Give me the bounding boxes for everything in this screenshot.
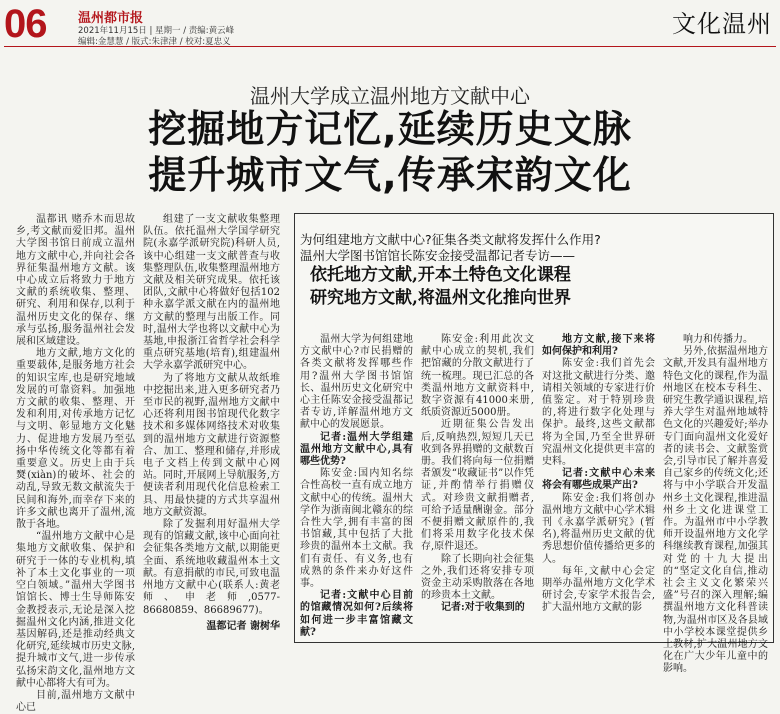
interview-column-3 [542, 334, 655, 615]
interview-guest-line: 温州大学图书馆馆长陈安金接受温都记者专访—— [300, 248, 576, 263]
article-column-2 [143, 214, 280, 633]
interview-question: 记者:温州大学组建温州地方文献中心,具有哪些优势? [300, 431, 413, 468]
paragraph: 响力和传播力。 [683, 334, 753, 345]
interview-deck-2: 研究地方文献,将温州文化推向世界 [310, 288, 571, 308]
interview-header [300, 232, 760, 310]
paragraph: 为了将地方文献从故纸堆中挖掘出来,进入更多研究者乃至市民的视野,温州地方文献中心还将利用图书馆现代化数字技术和多媒体网络技术对收集到的温州地方文献进行资源整合、加工、整理和储存,并形成电子文档上传到文献中心网站。同时,开展网上导航服务,方便读者利用现代化信息检索工具、用最快捷的方式共享温州地方文献资源。 [143, 372, 280, 518]
paragraph: 陈安金:利用此次文献中心成立的契机,我们把馆藏的分散文献进行了统一梳理。现已汇总的各类温州地方文献资料中,数字资源有41000来册,纸质资源近5000册。 [421, 334, 534, 419]
article-headline [0, 106, 780, 198]
paragraph: 温都讯 赌乔木而思故乡,考文献而爱旧邦。温州大学图书馆日前成立温州地方文献中心,并向社会各界征集温州地方文献。该中心成立后将致力于地方文献的系统收集、整理、研究、利用和保存,以利于温州历史文化的保存、继承与弘扬,服务温州社会发展和区域建设。 [16, 214, 135, 348]
interview-column-1 [300, 334, 413, 639]
paragraph: 组建了一支文献收集整理队伍。依托温州大学国学研究院(永嘉学派研究院)科研人员,该中心组建一支文献普查与收集整理队伍,收集整理温州地方文献及相关研究成果。依托该团队,文献中心将做好包括102种永嘉学派文献在内的温州地方文献的整理与出版工作。同时,温州大学也将以文献中心为基地,申报浙江省哲学社会科学重点研究基地(培育),组建温州大学永嘉学派研究中心。 [143, 214, 280, 372]
interview-question: 记者:文献中心目前的馆藏情况如何?后续将如何进一步丰富馆藏文献? [300, 590, 413, 638]
paragraph: 除了发掘利用好温州大学现有的馆藏文献,该中心面向社会征集各类地方文献,以期能更全面、系统地收藏温州本土文献。有意捐献的市民,可致电温州地方文献中心(联系人:黄老师、申老师,0577-86680859、86689677)。 [143, 519, 280, 616]
page-header [0, 0, 780, 46]
byline: 温都记者 谢树华 [206, 620, 280, 632]
article-kicker: 温州大学成立温州地方文献中心 [250, 84, 530, 108]
paragraph: 陈安金:我们首先会对这批文献进行分类、邀请相关领域的专家进行价值鉴定。对于特别珍贵的,将进行数字化处理与保护。最终,这些文献都将为全国,乃至全世界研究温州文化提供更丰富的史料。 [542, 358, 655, 468]
interview-question-line: 为何组建地方文献中心?征集各类文献将发挥什么作用? [300, 232, 601, 247]
date-editor-line: 2021年11月15日 | 星期一 / 责编:黄云峰 [78, 26, 235, 36]
interview-question: 记者:文献中心未来将会有哪些成果产出? [542, 468, 655, 492]
article-column-1 [16, 214, 135, 714]
paragraph: “温州地方文献中心是集地方文献收集、保护和研究于一体的专业机构,填补了本土文化事业的一项空白领域。”温州大学图书馆馆长、博士生导师陈安金教授表示,无论是深入挖掘温州文化内涵,推进文化基因解码,还是推动经典文化研究,延续城市历史文脉,提升城市文气,进一步传承弘扬宋韵文化,温州地方文献中心都将大有可为。 [16, 531, 135, 689]
paragraph: 陈安金:国内知名综合性高校一直有成立地方文献中心的传统。温州大学作为浙南闽北赣东的综合性大学,拥有丰富的图书馆藏,其中包括了大批珍贵的温州本土文献。我们有责任、有义务,也有成熟的条件来办好这件事。 [300, 468, 413, 590]
header-rule [4, 46, 776, 47]
interview-column-4 [663, 334, 768, 676]
headline-line-1: 挖掘地方记忆,延续历史文脉 [148, 107, 632, 151]
newspaper-name: 温州都市报 [78, 11, 144, 26]
page-number: 06 [4, 2, 47, 46]
paragraph: 陈安金:我们将创办温州地方文献中心学术辑刊《永嘉学派研究》(暂名),将温州历史文献的优秀思想价值传播给更多的人。 [542, 492, 655, 565]
headline-line-2: 提升城市文气,传承宋韵文化 [148, 153, 632, 197]
interview-question: 记者:对于收集到的 [441, 602, 525, 614]
paragraph: 每年,文献中心会定期举办温州地方文化学术研讨会,专家学术报告会,扩大温州地方文献的影 [542, 565, 655, 614]
interview-deck-1: 依托地方文献,开本土特色文化课程 [310, 265, 571, 285]
paragraph: 地方文献,地方文化的重要载体,是服务地方社会的知识宝库,也是研究地域发展的可靠资料。加强地方文献的收集、整理、开发和利用,对传承地方记忆与文明、彰显地方文化魅力、促进地方发展乃至弘扬中华传统文化等都有着重要意义。历史上由于兵燹(xiàn)的破坏、社会的动乱,导致无数文献流失于民间和海外,而幸存下来的许多文献也离开了温州,流散于各地。 [16, 348, 135, 531]
paragraph: 另外,依据温州地方文献,开发具有温州地方特色文化的课程,作为温州地区在校本专科生、研究生教学通识课程,培养大学生对温州地域特色文化的兴趣爱好;举办专门面向温州文化爱好者的读书会、文献鉴赏会,引导市民了解并喜爱自己家乡的传统文化;还将与中小学联合开发温州乡土文化课程,推进温州乡土文化进课堂工作。为温州市中小学教师开设温州地方文化学科继续教育课程,加强其对党的十九大提出的“坚定文化自信,推动社会主义文化繁荣兴盛”号召的深入理解;编撰温州地方文化科普读物,为温州市区及各县域中小学校本课堂提供乡土教材,扩大温州地方文化在广大少年儿童中的影响。 [663, 346, 768, 675]
staff-line: 编辑:金慧慧 / 版式:朱津津 / 校对:夏忠义 [78, 37, 231, 47]
paragraph: 温州大学为何组建地方文献中心?市民捐赠的各类文献将发挥哪些作用?温州大学图书馆馆长、温州历史文化研究中心主任陈安金接受温都记者专访,详解温州地方文献中心的发展愿景。 [300, 334, 413, 431]
interview-column-2 [421, 334, 534, 615]
paragraph: 目前,温州地方文献中心已 [16, 689, 135, 714]
paragraph: 除了长期向社会征集之外,我们还将安排专项资金主动采购散落在各地的珍贵本土文献。 [421, 553, 534, 602]
paragraph: 近期征集公告发出后,反响热烈,短短几天已收到各界捐赠的文献数百册。我们将向每一位捐赠者颁发“收藏证书”以作凭证,并酌情举行捐赠仪式。对珍贵文献捐赠者,可给予适量酬谢金。部分不便捐赠文献原件的,我们将采用数字化技术保存,原件退还。 [421, 419, 534, 553]
section-title: 文化温州 [672, 10, 772, 38]
interview-question: 地方文献,接下来将如何保护和利用? [542, 334, 655, 358]
